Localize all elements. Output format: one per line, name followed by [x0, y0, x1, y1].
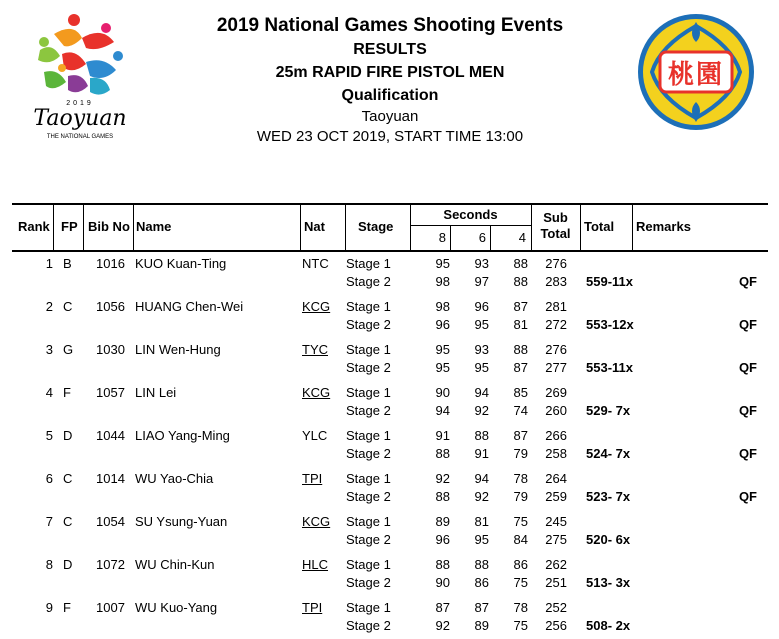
- bib-cell: 1057: [96, 385, 125, 400]
- athlete-name: LIN Wen-Hung: [135, 342, 221, 357]
- phase-name: Qualification: [341, 87, 439, 104]
- stage1-8s: 95: [435, 342, 450, 357]
- stage1-8s: 98: [435, 299, 450, 314]
- stage2-label: Stage 2: [346, 489, 391, 504]
- stage2-4s: 79: [513, 446, 528, 461]
- stage2-8s: 88: [435, 489, 450, 504]
- table-row: [12, 252, 768, 295]
- stage2-8s: 95: [435, 360, 450, 375]
- date-time: WED 23 OCT 2019, START TIME 13:00: [256, 128, 524, 145]
- nat-cell: HLC: [302, 557, 329, 572]
- stage2-6s: 95: [474, 317, 489, 332]
- results-heading: RESULTS: [353, 41, 427, 58]
- stage2-6s: 89: [474, 618, 489, 633]
- stage1-6s: 88: [474, 557, 489, 572]
- total-score: 520- 6x: [586, 532, 631, 547]
- header-rank: Rank: [18, 219, 50, 234]
- stage1-sub: 276: [545, 256, 567, 271]
- total-score: 559-11x: [586, 274, 633, 289]
- stage1-sub: 276: [545, 342, 567, 357]
- header-remarks: Remarks: [636, 219, 691, 234]
- bib-cell: 1056: [96, 299, 125, 314]
- stage1-4s: 88: [513, 342, 528, 357]
- stage1-label: Stage 1: [346, 299, 391, 314]
- nat-cell: KCG: [302, 385, 331, 400]
- stage2-4s: 79: [513, 489, 528, 504]
- total-score: 513- 3x: [586, 575, 631, 590]
- stage1-8s: 88: [435, 557, 450, 572]
- stage2-4s: 87: [513, 360, 528, 375]
- document-header: [0, 0, 779, 190]
- stage2-sub: 259: [545, 489, 567, 504]
- stage1-8s: 92: [435, 471, 450, 486]
- header-seconds: Seconds: [443, 207, 498, 222]
- header-nat: Nat: [304, 219, 325, 234]
- stage2-6s: 95: [474, 532, 489, 547]
- stage1-6s: 94: [474, 471, 489, 486]
- fp-cell: C: [63, 471, 73, 486]
- stage2-label: Stage 2: [346, 403, 391, 418]
- nat-cell: KCG: [302, 299, 331, 314]
- stage2-label: Stage 2: [346, 532, 391, 547]
- stage2-label: Stage 2: [346, 618, 391, 633]
- stage1-sub: 281: [545, 299, 567, 314]
- stage1-4s: 78: [513, 600, 528, 615]
- stage2-8s: 96: [435, 532, 450, 547]
- remark-cell: QF: [738, 274, 757, 289]
- fp-cell: D: [63, 557, 73, 572]
- stage1-label: Stage 1: [346, 471, 391, 486]
- stage2-4s: 74: [513, 403, 528, 418]
- bib-cell: 1072: [96, 557, 125, 572]
- bib-cell: 1054: [96, 514, 125, 529]
- athlete-name: LIAO Yang-Ming: [135, 428, 230, 443]
- bib-cell: 1044: [96, 428, 125, 443]
- stage2-label: Stage 2: [346, 575, 391, 590]
- header-total: Total: [584, 219, 615, 234]
- fp-cell: B: [63, 256, 72, 271]
- stage1-label: Stage 1: [346, 557, 391, 572]
- stage2-4s: 75: [513, 575, 528, 590]
- stage1-label: Stage 1: [346, 428, 391, 443]
- stage1-sub: 245: [545, 514, 567, 529]
- stage2-6s: 92: [474, 489, 489, 504]
- stage1-8s: 87: [435, 600, 450, 615]
- stage2-8s: 98: [435, 274, 450, 289]
- event-name: 25m RAPID FIRE PISTOL MEN: [275, 64, 505, 81]
- stage2-sub: 283: [545, 274, 567, 289]
- athlete-name: KUO Kuan-Ting: [135, 256, 227, 271]
- athlete-name: SU Ysung-Yuan: [135, 514, 228, 529]
- stage2-4s: 81: [513, 317, 528, 332]
- rank-cell: 2: [45, 299, 53, 314]
- stage2-sub: 260: [545, 403, 567, 418]
- fp-cell: G: [63, 342, 74, 357]
- stage1-4s: 86: [513, 557, 528, 572]
- logo-tagline: THE NATIONAL GAMES: [46, 134, 114, 140]
- stage2-6s: 91: [474, 446, 489, 461]
- bib-cell: 1014: [96, 471, 125, 486]
- header-stage: Stage: [358, 219, 394, 234]
- logo-wordmark: Taoyuan: [33, 106, 127, 131]
- stage2-8s: 94: [435, 403, 450, 418]
- table-row: [12, 381, 768, 424]
- table-row: [12, 510, 768, 553]
- stage1-sub: 262: [545, 557, 567, 572]
- table-header: [12, 203, 768, 252]
- stage2-6s: 97: [474, 274, 489, 289]
- stage1-6s: 87: [474, 600, 489, 615]
- stage2-label: Stage 2: [346, 317, 391, 332]
- fp-cell: D: [63, 428, 73, 443]
- stage2-4s: 84: [513, 532, 528, 547]
- page-title: 2019 National Games Shooting Events: [216, 15, 564, 36]
- fp-cell: F: [63, 600, 71, 615]
- header-8s: 8: [438, 230, 446, 245]
- bib-cell: 1030: [96, 342, 125, 357]
- stage2-8s: 88: [435, 446, 450, 461]
- stage1-sub: 266: [545, 428, 567, 443]
- header-4s: 4: [518, 230, 526, 245]
- fp-cell: C: [63, 299, 73, 314]
- nat-cell: YLC: [302, 428, 328, 443]
- total-score: 524- 7x: [586, 446, 631, 461]
- stage1-6s: 93: [474, 256, 489, 271]
- total-score: 553-12x: [586, 317, 634, 332]
- total-score: 523- 7x: [586, 489, 631, 504]
- stage1-label: Stage 1: [346, 514, 391, 529]
- stage2-6s: 95: [474, 360, 489, 375]
- total-score: 508- 2x: [586, 618, 631, 633]
- stage2-sub: 256: [545, 618, 567, 633]
- table-row: [12, 467, 768, 510]
- emblem-characters: 桃園: [667, 60, 724, 90]
- stage1-label: Stage 1: [346, 256, 391, 271]
- stage1-4s: 78: [513, 471, 528, 486]
- stage1-sub: 252: [545, 600, 567, 615]
- stage2-label: Stage 2: [346, 446, 391, 461]
- rank-cell: 9: [45, 600, 53, 615]
- rank-cell: 1: [45, 256, 53, 271]
- athlete-name: WU Yao-Chia: [135, 471, 214, 486]
- table-row: [12, 424, 768, 467]
- nat-cell: KCG: [302, 514, 331, 529]
- stage1-4s: 88: [513, 256, 528, 271]
- table-row: [12, 295, 768, 338]
- stage1-6s: 81: [474, 514, 489, 529]
- stage1-4s: 75: [513, 514, 528, 529]
- results-table: [12, 203, 768, 639]
- remark-cell: QF: [738, 360, 757, 375]
- stage2-sub: 277: [545, 360, 567, 375]
- stage2-6s: 86: [474, 575, 489, 590]
- header-6s: 6: [478, 230, 486, 245]
- stage2-label: Stage 2: [346, 360, 391, 375]
- nat-cell: TPI: [302, 600, 323, 615]
- stage2-4s: 88: [513, 274, 528, 289]
- rank-cell: 8: [45, 557, 53, 572]
- bib-cell: 1007: [96, 600, 125, 615]
- stage1-4s: 87: [513, 299, 528, 314]
- nat-cell: TPI: [302, 471, 323, 486]
- stage1-sub: 269: [545, 385, 567, 400]
- bib-cell: 1016: [96, 256, 125, 271]
- stage1-8s: 91: [435, 428, 450, 443]
- stage1-4s: 87: [513, 428, 528, 443]
- stage1-6s: 94: [474, 385, 489, 400]
- header-name: Name: [136, 219, 172, 234]
- stage1-label: Stage 1: [346, 385, 391, 400]
- rank-cell: 5: [45, 428, 53, 443]
- fp-cell: F: [63, 385, 71, 400]
- rank-cell: 6: [45, 471, 53, 486]
- athlete-name: LIN Lei: [135, 385, 177, 400]
- stage2-sub: 251: [545, 575, 567, 590]
- stage1-6s: 96: [474, 299, 489, 314]
- stage1-sub: 264: [545, 471, 567, 486]
- stage1-6s: 93: [474, 342, 489, 357]
- stage2-label: Stage 2: [346, 274, 391, 289]
- nat-cell: TYC: [302, 342, 328, 357]
- logo-year: 2019: [66, 100, 94, 107]
- stage1-label: Stage 1: [346, 342, 391, 357]
- table-body: [12, 252, 768, 639]
- taoyuan-city-emblem: [636, 12, 756, 132]
- stage2-sub: 258: [545, 446, 567, 461]
- stage2-sub: 275: [545, 532, 567, 547]
- stage2-8s: 90: [435, 575, 450, 590]
- remark-cell: QF: [738, 403, 757, 418]
- stage1-8s: 95: [435, 256, 450, 271]
- athlete-name: WU Chin-Kun: [135, 557, 215, 572]
- remark-cell: QF: [738, 446, 757, 461]
- stage2-6s: 92: [474, 403, 489, 418]
- rank-cell: 3: [45, 342, 53, 357]
- stage1-6s: 88: [474, 428, 489, 443]
- table-row: [12, 338, 768, 381]
- header-fp: FP: [61, 219, 78, 234]
- stage2-8s: 96: [435, 317, 450, 332]
- table-row: [12, 553, 768, 596]
- athlete-name: HUANG Chen-Wei: [135, 299, 244, 314]
- rank-cell: 4: [45, 385, 53, 400]
- rank-cell: 7: [45, 514, 53, 529]
- title-block: [180, 14, 600, 147]
- header-sub: Sub: [543, 210, 568, 225]
- remark-cell: QF: [738, 489, 757, 504]
- athlete-name: WU Kuo-Yang: [135, 600, 218, 615]
- nat-cell: NTC: [302, 256, 329, 271]
- stage1-8s: 89: [435, 514, 450, 529]
- header-bib: Bib No: [88, 219, 130, 234]
- stage2-8s: 92: [435, 618, 450, 633]
- taoyuan-games-logo: [24, 12, 136, 148]
- venue: Taoyuan: [361, 108, 419, 125]
- stage2-4s: 75: [513, 618, 528, 633]
- total-score: 553-11x: [586, 360, 633, 375]
- header-subtotal: Total: [540, 226, 571, 241]
- remark-cell: QF: [738, 317, 757, 332]
- stage1-4s: 85: [513, 385, 528, 400]
- stage2-sub: 272: [545, 317, 567, 332]
- stage1-label: Stage 1: [346, 600, 391, 615]
- total-score: 529- 7x: [586, 403, 631, 418]
- stage1-8s: 90: [435, 385, 450, 400]
- fp-cell: C: [63, 514, 73, 529]
